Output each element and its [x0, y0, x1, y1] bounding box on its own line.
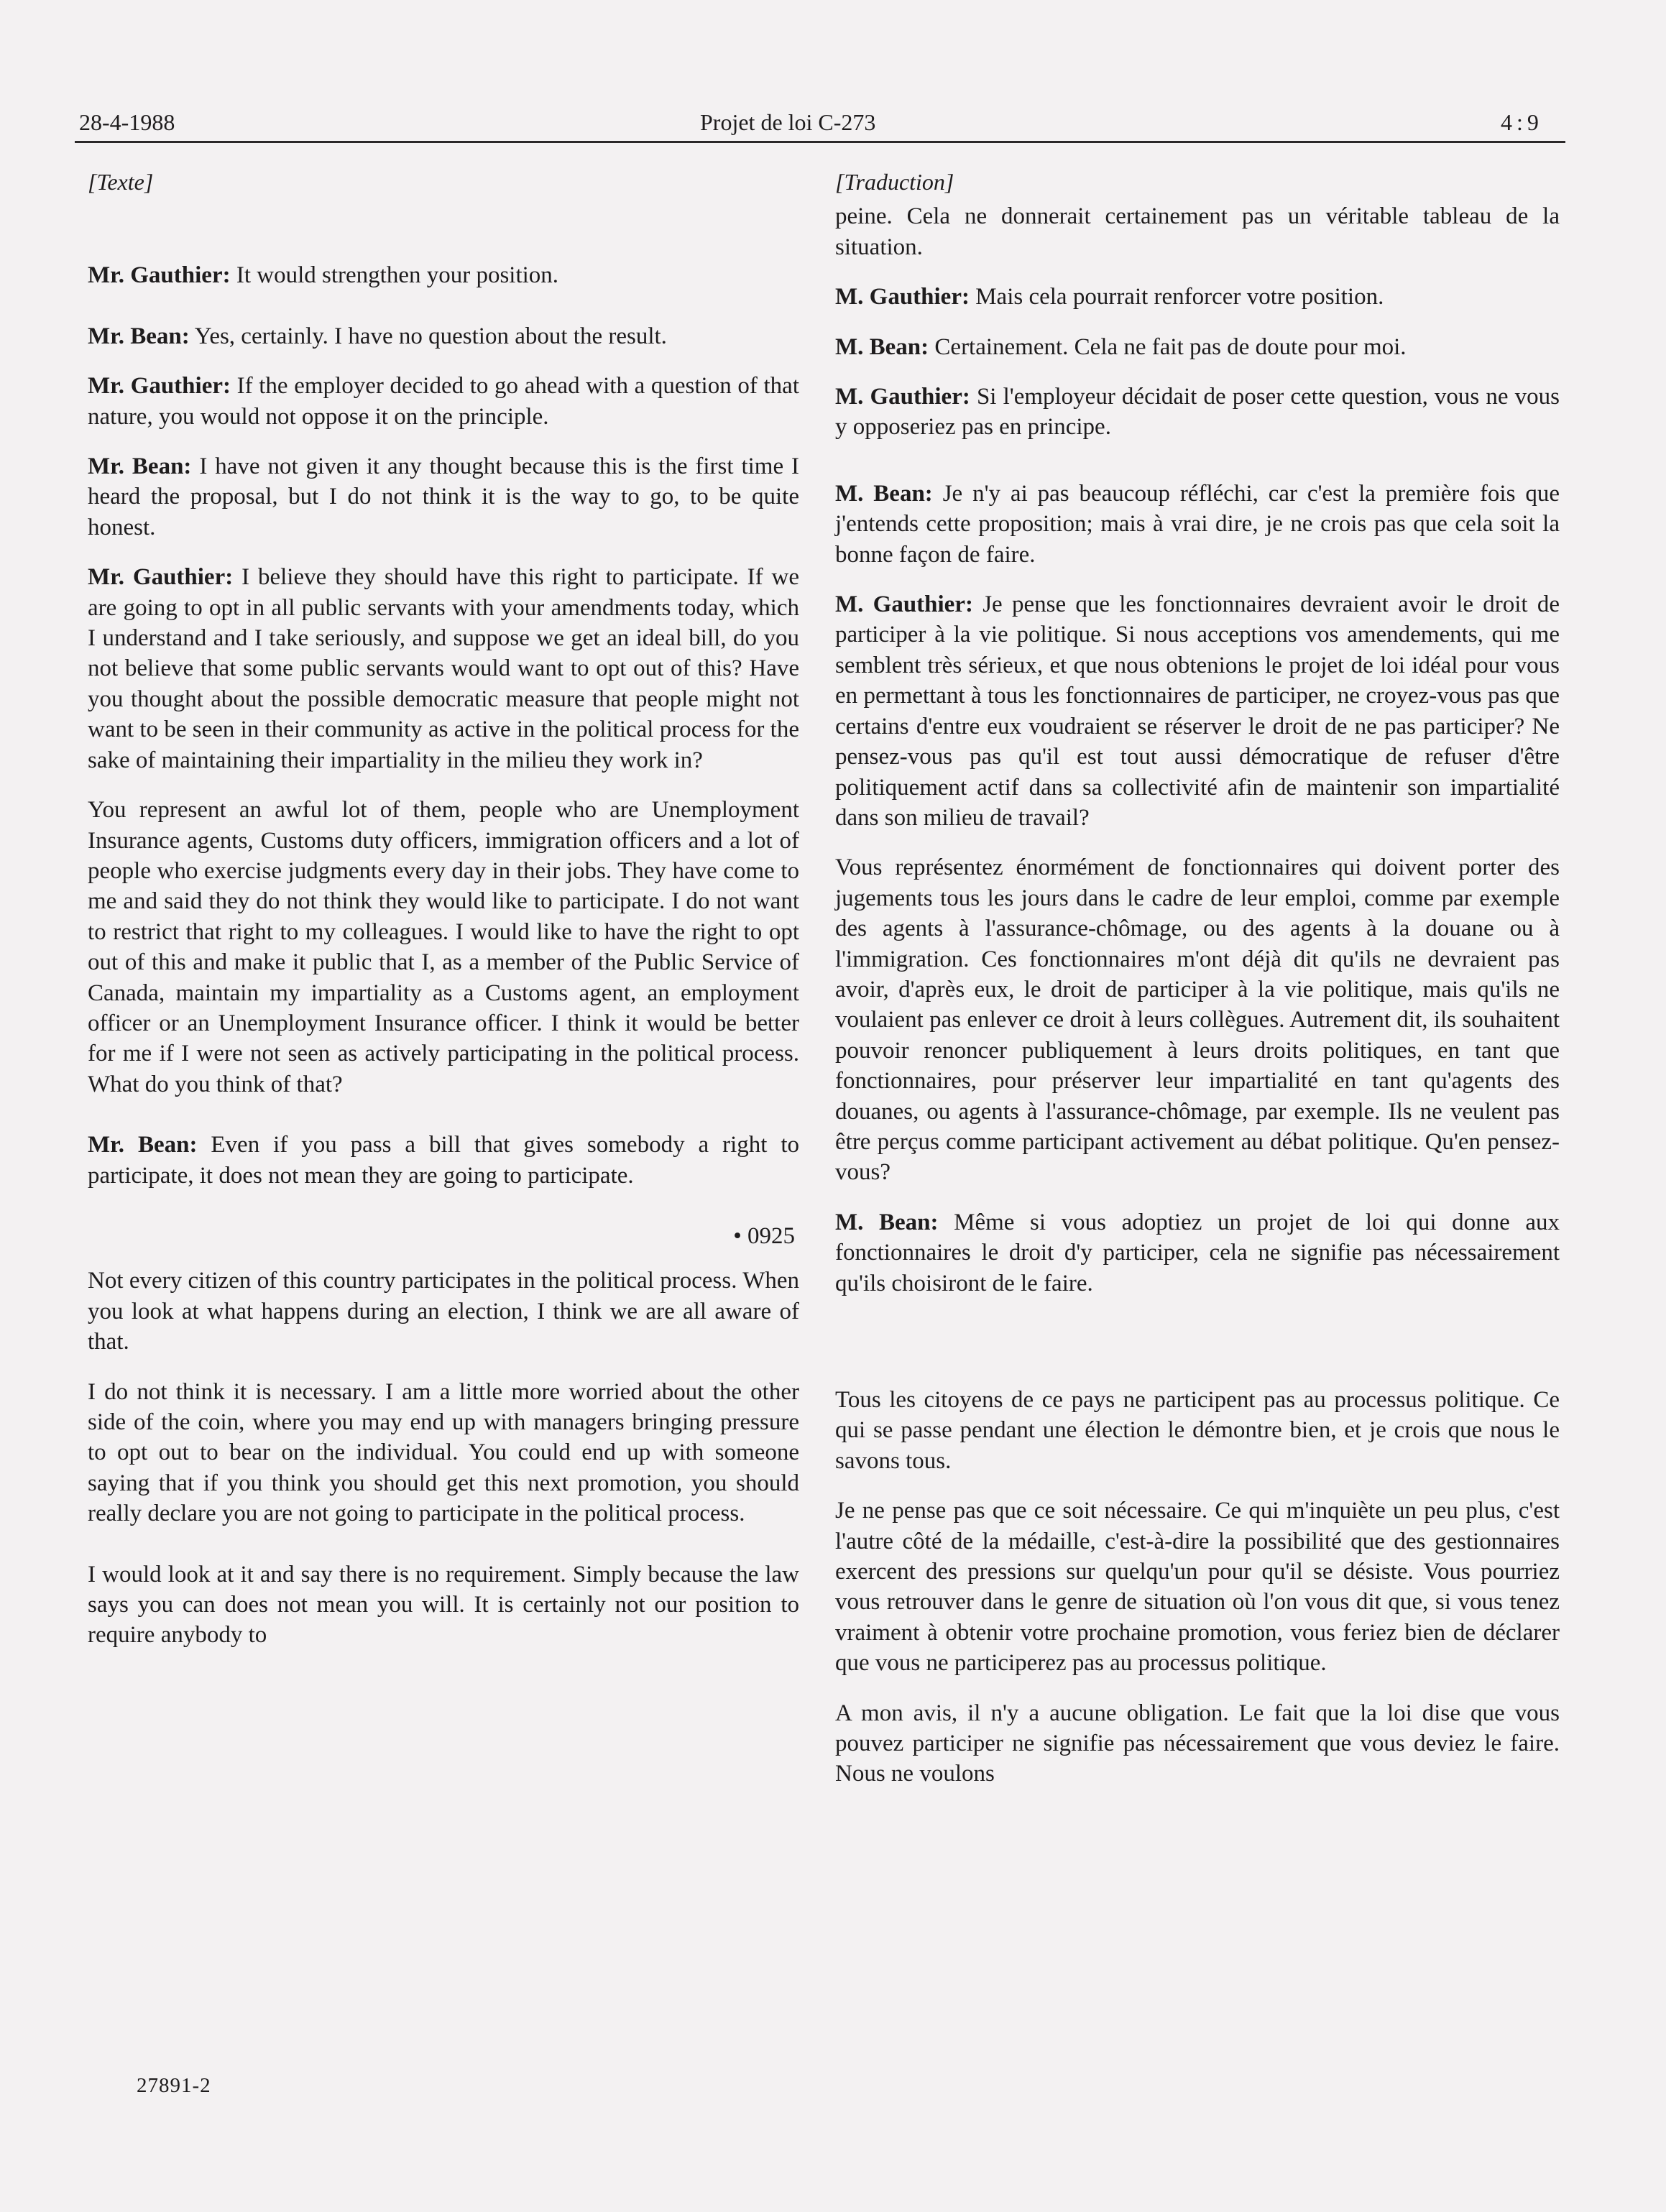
- right-language-label: [Traduction]: [835, 169, 954, 195]
- speaker-label: M. Gauthier:: [835, 384, 970, 410]
- paragraph-text: Yes, certainly. I have no question about the result.: [189, 323, 667, 349]
- paragraph-text: Vous représentez énormément de fonctionnaires qui doivent porter des jugements tous les jours dans le cadre de leur emploi, comme par exemple des agents à l'assurance-chômage, ou des agents à la douane ou à l'immigration. Ces fonctionnaires m'ont déjà dit qu'ils ne devraient pas avoir, d'après eux, le droit de participer à la vie politique, mais qu'ils ne voulaient pas enlever ce droit à leurs collègues. Autrement dit, ils souhaitent pouvoir renoncer publiquement à leurs droits politiques, en tant que fonctionnaires, pour préserver leur impartialité en tant qu'agents des douanes, ou agents à l'assurance-chômage, par exemple. Ils ne veulent pas être perçus comme participant activement au débat politique. Qu'en pensez-vous?: [835, 854, 1560, 1186]
- left-paragraph: [88, 260, 799, 290]
- header-page-number: 4:9: [1501, 109, 1543, 135]
- speaker-label: M. Gauthier:: [835, 591, 973, 618]
- header-date: 28-4-1988: [79, 109, 175, 135]
- paragraph-text: I have not given it any thought because this is the first time I heard the proposal, but I do not think it is the way to go, to be quite honest.: [88, 453, 800, 540]
- paragraph-text: Si l'employeur décidait de poser cette question, vous ne vous y opposeriez pas en principe.: [835, 384, 1560, 441]
- right-paragraph: [835, 282, 1560, 312]
- paragraph-text: Not every citizen of this country participates in the political process. When you look at what happens during an election, I think we are all aware of that.: [88, 1268, 799, 1355]
- speaker-label: M. Gauthier:: [835, 284, 970, 310]
- paragraph-text: peine. Cela ne donnerait certainement pas un véritable tableau de la situation.: [835, 203, 1560, 260]
- paragraph-text: Même si vous adoptiez un projet de loi qui donne aux fonctionnaires le droit d'y participer, cela ne signifie pas nécessairement qu'ils choisiront de le faire.: [835, 1209, 1560, 1296]
- left-language-label: [Texte]: [88, 169, 154, 195]
- left-paragraph: [88, 1559, 799, 1651]
- speaker-label: Mr. Gauthier:: [88, 564, 234, 591]
- right-paragraph: [835, 1698, 1560, 1789]
- header-title: Projet de loi C-273: [700, 109, 876, 135]
- paragraph-text: I would look at it and say there is no requirement. Simply because the law says you can does not mean you will. It is certainly not our position to require anybody to: [88, 1561, 799, 1649]
- right-paragraph: [835, 332, 1560, 362]
- left-paragraph: [88, 371, 799, 432]
- timestamp: • 0925: [733, 1222, 795, 1249]
- left-paragraph: [88, 321, 799, 351]
- paragraph-text: I believe they should have this right to participate. If we are going to opt in all public servants with your amendments today, which I understand and I take seriously, and suppose we get an ideal bill, do you not believe that some public servants would want to opt out of this? Have you thought about the possible democratic measure that people might not want to be seen in their community as active in the political process for the sake of maintaining their impartiality in the milieu they work in?: [88, 564, 799, 773]
- left-paragraph: [88, 795, 799, 1100]
- paragraph-text: Je pense que les fonctionnaires devraient avoir le droit de participer à la vie politique. Si nous acceptions vos amendements, qui me semblent très sérieux, et que nous obtenions le projet de loi idéal pour vous en permettant à tous les fonctionnaires de participer, ne croyez-vous pas que certains d'entre eux voudraient se réserver le droit de ne pas participer? Ne pensez-vous pas qu'il est tout aussi démocratique de refuser d'être politiquement actif dans sa collectivité afin de maintenir son impartialité dans son milieu de travail?: [835, 591, 1560, 831]
- speaker-label: Mr. Bean:: [88, 323, 190, 349]
- speaker-label: Mr. Gauthier:: [88, 373, 231, 400]
- right-paragraph: [835, 1496, 1560, 1678]
- right-column: [835, 167, 1560, 1789]
- speaker-label: M. Bean:: [835, 1209, 939, 1235]
- paragraph-text: Je ne pense pas que ce soit nécessaire. Ce qui m'inquiète un peu plus, c'est l'autre côté de la médaille, c'est-à-dire la possibilité que des gestionnaires exercent des pressions sur quelqu'un pour qu'il se désiste. Vous pourriez vous retrouver dans le genre de situation où l'on vous dit que, si vous tenez vraiment à obtenir votre prochaine promotion, vous feriez bien de déclarer que vous ne participerez pas au processus politique.: [835, 1498, 1560, 1677]
- speaker-label: M. Bean:: [835, 480, 933, 507]
- left-paragraph: [88, 1377, 799, 1529]
- left-paragraph: [88, 451, 799, 543]
- paragraph-text: Mais cela pourrait renforcer votre position.: [969, 284, 1384, 310]
- speaker-label: Mr. Gauthier:: [88, 262, 231, 289]
- footer-code: 27891-2: [137, 2074, 211, 2097]
- paragraph-text: Je n'y ai pas beaucoup réfléchi, car c'est la première fois que j'entends cette proposition; mais à vrai dire, je ne crois pas que cela soit la bonne façon de faire.: [835, 480, 1560, 568]
- left-paragraph: [88, 1130, 799, 1191]
- paragraph-text: If the employer decided to go ahead with a question of that nature, you would not oppose it on the principle.: [88, 373, 799, 430]
- paragraph-text: Certainement. Cela ne fait pas de doute pour moi.: [929, 333, 1407, 360]
- left-paragraph: [88, 1266, 799, 1357]
- paragraph-text: You represent an awful lot of them, people who are Unemployment Insurance agents, Customs duty officers, immigration officers and a lot of people who exercise judgments every day in their jobs. They have come to me and said they do not think they would like to participate. I do not want to restrict that right to my colleagues. I would like to have the right to opt out of this and make it public that I, as a member of the Public Service of Canada, maintain my impartiality as a Customs agent, an employment officer or an Unemployment Insurance officer. I think it would be better for me if I were not seen as actively participating in the political process. What do you think of that?: [88, 797, 799, 1097]
- right-paragraph: [835, 1385, 1560, 1476]
- right-paragraph: [835, 382, 1560, 443]
- left-column: [88, 167, 799, 1651]
- speaker-label: Mr. Bean:: [88, 453, 192, 480]
- paragraph-text: It would strengthen your position.: [230, 262, 559, 289]
- header-rule: [75, 141, 1565, 143]
- right-paragraph: [835, 479, 1560, 570]
- paragraph-text: I do not think it is necessary. I am a little more worried about the other side of the coin, where you may end up with managers bringing pressure to opt out to bear on the individual. You could end up with someone saying that if you think you should get this next promotion, you should really declare you are not going to participate in the political process.: [88, 1378, 799, 1527]
- left-paragraph: [88, 562, 799, 775]
- paragraph-text: Tous les citoyens de ce pays ne participent pas au processus politique. Ce qui se passe pendant une élection le démontre bien, et je crois que nous le savons tous.: [835, 1387, 1560, 1474]
- right-paragraph: [835, 201, 1560, 262]
- right-paragraph: [835, 852, 1560, 1187]
- right-paragraph: [835, 589, 1560, 833]
- speaker-label: M. Bean:: [835, 333, 929, 360]
- paragraph-text: Even if you pass a bill that gives somebody a right to participate, it does not mean they are going to participate.: [88, 1132, 800, 1189]
- speaker-label: Mr. Bean:: [88, 1132, 198, 1158]
- paragraph-text: A mon avis, il n'y a aucune obligation. Le fait que la loi dise que vous pouvez participer ne signifie pas nécessairement que vous deviez le faire. Nous ne voulons: [835, 1700, 1560, 1787]
- right-paragraph: [835, 1207, 1560, 1299]
